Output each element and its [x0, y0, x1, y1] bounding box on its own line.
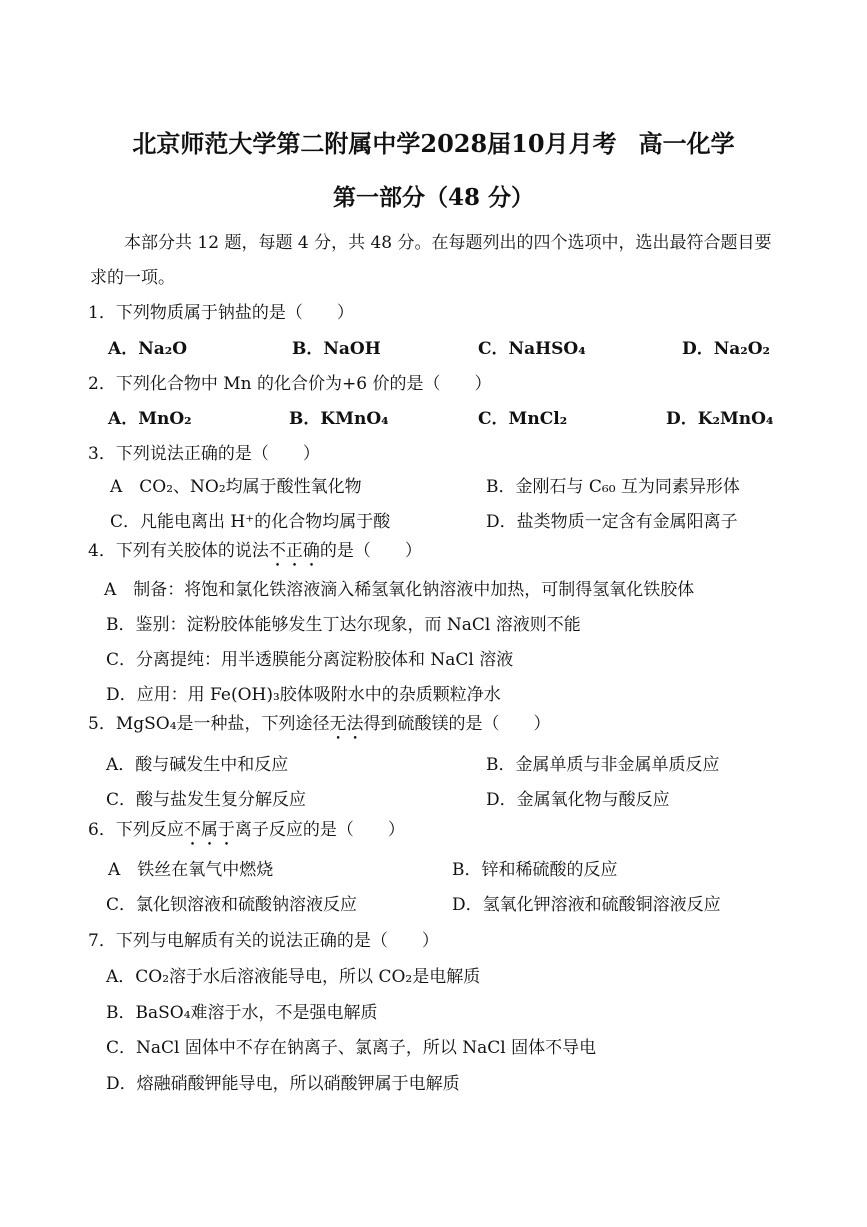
question-option: D．Na₂O₂: [682, 339, 770, 359]
question-stem-text: 离子反应的是（ ）: [234, 820, 405, 840]
question-option: B．NaOH: [292, 339, 381, 359]
question-option: D．金属氧化物与酸反应: [486, 790, 670, 810]
exam-title-main: 北京师范大学第二附属中学2028届10月月考: [132, 129, 617, 158]
question-option: C．凡能电离出 H⁺的化合物均属于酸: [110, 512, 391, 532]
section-heading: 第一部分（48 分）: [332, 184, 534, 211]
question-option: A．Na₂O: [108, 339, 187, 359]
question-option: B．金刚石与 C₆₀ 互为同素异形体: [486, 477, 740, 497]
question-option: A．CO₂溶于水后溶液能导电，所以 CO₂是电解质: [106, 967, 481, 987]
question-option: D．氢氧化钾溶液和硫酸铜溶液反应: [452, 895, 721, 915]
question-option: C．MnCl₂: [478, 409, 568, 429]
intro-line-1: 本部分共 12 题，每题 4 分，共 48 分。在每题列出的四个选项中，选出最符合题目要: [124, 233, 772, 253]
question-option: B．鉴别：淀粉胶体能够发生丁达尔现象，而 NaCl 溶液则不能: [106, 615, 581, 635]
question-option: D．应用：用 Fe(OH)₃胶体吸附水中的杂质颗粒净水: [106, 685, 501, 705]
question-option: D．K₂MnO₄: [666, 409, 774, 429]
question-option: C．NaCl 固体中不存在钠离子、氯离子，所以 NaCl 固体不导电: [106, 1038, 597, 1058]
question-option: B．锌和稀硫酸的反应: [452, 860, 618, 880]
question-stem-text: 4．下列有关胶体的说法: [88, 541, 269, 561]
question-stem: [88, 815, 405, 850]
question-stem: 7．下列与电解质有关的说法正确的是（ ）: [88, 931, 439, 951]
question-option: B．KMnO₄: [289, 409, 389, 429]
question-stem-text: 6．下列反应: [88, 820, 184, 840]
question-stem: 3．下列说法正确的是（ ）: [88, 444, 320, 464]
question-option: C．NaHSO₄: [478, 339, 586, 359]
exam-title-subject: 高一化学: [638, 129, 735, 158]
question-option: C．氯化钡溶液和硫酸钠溶液反应: [106, 895, 358, 915]
question-option: C．分离提纯：用半透膜能分离淀粉胶体和 NaCl 溶液: [106, 650, 514, 670]
intro-line-2: 求的一项。: [90, 268, 175, 288]
question-stem: [88, 536, 422, 571]
question-stem-text: 5．MgSO₄是一种盐，下列途径: [88, 714, 330, 734]
question-option: A 制备：将饱和氯化铁溶液滴入稀氢氧化钠溶液中加热，可制得氢氧化铁胶体: [104, 580, 695, 600]
question-stem: [88, 709, 551, 744]
question-stem-text: 得到硫酸镁的是（ ）: [363, 714, 551, 734]
question-stem-text: 的是（ ）: [319, 541, 422, 561]
question-option: A．酸与碱发生中和反应: [106, 755, 289, 775]
question-option: D．盐类物质一定含有金属阳离子: [486, 512, 738, 532]
exam-title: [0, 124, 867, 159]
question-stem: 1．下列物质属于钠盐的是（ ）: [88, 303, 354, 323]
question-option: B．金属单质与非金属单质反应: [486, 755, 720, 775]
question-option: D．熔融硝酸钾能导电，所以硝酸钾属于电解质: [106, 1074, 460, 1094]
emphasis-text: 不属于: [183, 820, 235, 840]
question-stem: 2．下列化合物中 Mn 的化合价为+6 价的是（ ）: [88, 374, 492, 394]
emphasis-text: 不正确: [268, 541, 320, 561]
question-option: C．酸与盐发生复分解反应: [106, 790, 307, 810]
question-option: A CO₂、NO₂均属于酸性氧化物: [110, 477, 362, 497]
question-option: B．BaSO₄难溶于水，不是强电解质: [106, 1003, 378, 1023]
question-option: A．MnO₂: [108, 409, 192, 429]
emphasis-text: 无法: [329, 714, 364, 734]
question-option: A 铁丝在氧气中燃烧: [108, 860, 274, 880]
